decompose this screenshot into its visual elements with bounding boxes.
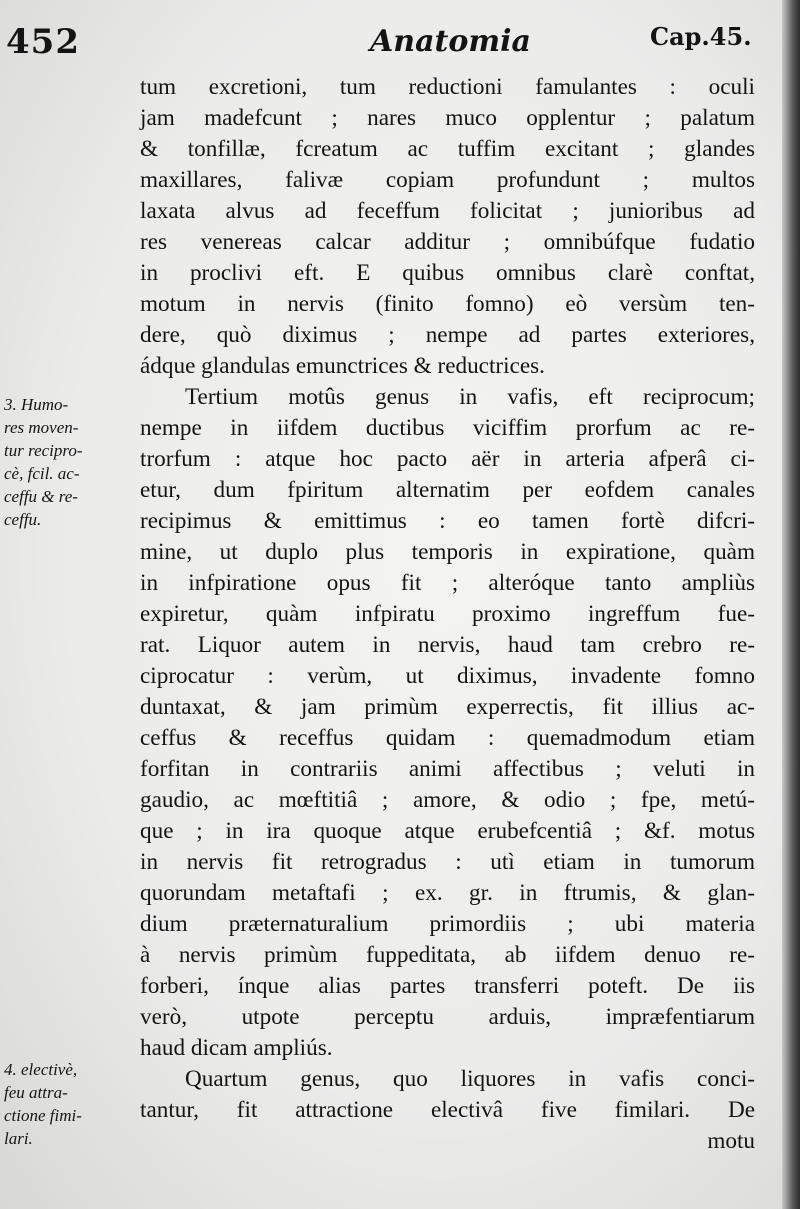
text-line: res venereas calcar additur ; omnibúfque fudatio: [140, 229, 755, 255]
text-line: Tertium motûs genus in vafis, eft reciprocum;: [185, 384, 755, 410]
text-line: ceffus & receffus quidam : quemadmodum etiam: [140, 725, 755, 751]
margin-note-line: tur recipro-: [4, 441, 83, 460]
text-line: ciprocatur : verùm, ut diximus, invadente fomno: [140, 663, 755, 689]
text-line: que ; in ira quoque atque erubefcentiâ ; &f. motus: [140, 818, 755, 844]
text-line: in nervis fit retrogradus : utì etiam in tumorum: [140, 849, 755, 875]
margin-note-line: ctione fimi-: [4, 1106, 82, 1125]
text-line: gaudio, ac mœftitiâ ; amore, & odio ; fpe, metú-: [140, 787, 755, 813]
text-line: duntaxat, & jam primùm experrectis, fit illius ac-: [140, 694, 755, 720]
text-line: forfitan in contrariis animi affectibus ; veluti in: [140, 756, 755, 782]
text-line: tum excretioni, tum reductioni famulantes : oculi: [140, 74, 755, 100]
text-line: in proclivi eft. E quibus omnibus clarè conftat,: [140, 260, 755, 286]
text-line: Quartum genus, quo liquores in vafis conci-: [185, 1066, 755, 1092]
margin-note-line: 4. electivè,: [4, 1060, 78, 1079]
text-line: à nervis primùm fuppeditata, ab iifdem denuo re-: [140, 942, 755, 968]
text-line: forberi, ínque alias partes transferri poteft. De iis: [140, 973, 755, 999]
margin-note-line: cè, fcil. ac-: [4, 464, 80, 483]
text-line: haud dicam ampliús.: [140, 1035, 333, 1061]
text-line: & tonfillæ, fcreatum ac tuffim excitant ; glandes: [140, 136, 755, 162]
text-line: nempe in iifdem ductibus viciffim prorfum ac re-: [140, 415, 755, 441]
text-line: etur, dum fpiritum alternatim per eofdem canales: [140, 477, 755, 503]
text-line: in infpiratione opus fit ; alteróque tanto ampliùs: [140, 570, 755, 596]
text-line: jam madefcunt ; nares muco opplentur ; palatum: [140, 105, 755, 131]
chapter-reference: Cap.45.: [650, 22, 752, 51]
text-line: recipimus & emittimus : eo tamen fortè difcri-: [140, 508, 755, 534]
text-line: rat. Liquor autem in nervis, haud tam crebro re-: [140, 632, 755, 658]
margin-note-line: lari.: [4, 1129, 33, 1148]
page-binding-edge: [782, 0, 800, 1209]
margin-note-line: res moven-: [4, 418, 79, 437]
page-header: [0, 18, 800, 68]
text-line: trorfum : atque hoc pacto aër in arteria afperâ ci-: [140, 446, 755, 472]
text-line: laxata alvus ad feceffum folicitat ; junioribus ad: [140, 198, 755, 224]
text-line: ádque glandulas emunctrices & reductrices.: [140, 353, 545, 379]
text-line: expiretur, quàm infpiratu proximo ingreffum fue-: [140, 601, 755, 627]
margin-note-4: [4, 1058, 144, 1150]
page-number: 452: [6, 22, 80, 62]
margin-note-line: 3. Humo-: [4, 395, 69, 414]
text-line: tantur, fit attractione electivâ five fimilari. De: [140, 1097, 755, 1123]
margin-note-line: feu attra-: [4, 1083, 68, 1102]
text-line: verò, utpote perceptu arduis, impræfentiarum: [140, 1004, 755, 1030]
running-title: Anatomia: [370, 24, 531, 59]
main-text: [140, 72, 755, 1157]
text-line: dium præternaturalium primordiis ; ubi materia: [140, 911, 755, 937]
text-line: quorundam metaftafi ; ex. gr. in ftrumis, & glan-: [140, 880, 755, 906]
margin-note-line: ceffu & re-: [4, 487, 78, 506]
text-line: motum in nervis (finito fomno) eò versùm ten-: [140, 291, 755, 317]
catchword: motu: [707, 1128, 755, 1154]
margin-note-line: ceffu.: [4, 510, 42, 529]
text-line: dere, quò diximus ; nempe ad partes exteriores,: [140, 322, 755, 348]
text-line: mine, ut duplo plus temporis in expiratione, quàm: [140, 539, 755, 565]
text-line: maxillares, falivæ copiam profundunt ; multos: [140, 167, 755, 193]
margin-note-3: [4, 393, 144, 531]
